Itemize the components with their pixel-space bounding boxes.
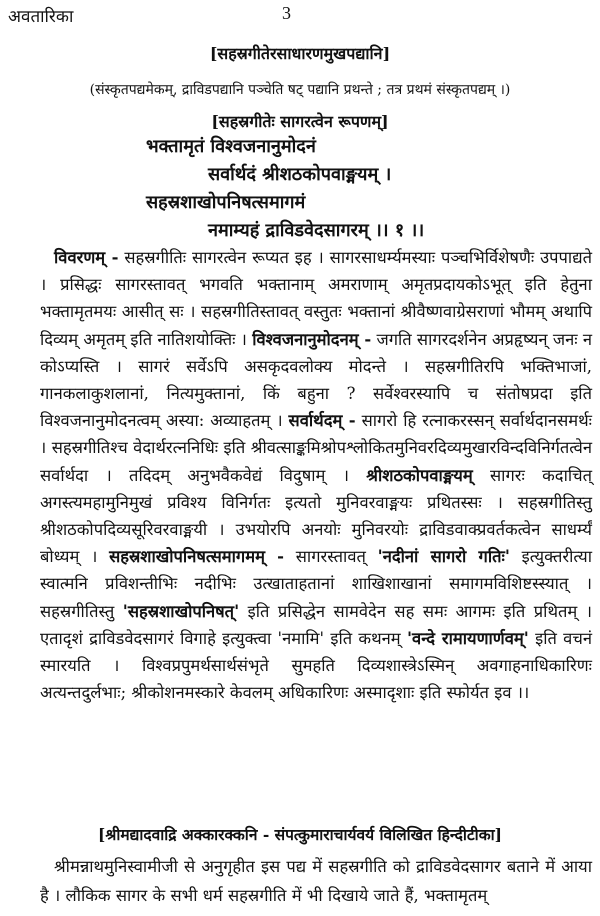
- hindi-paragraph: श्रीमन्नाथमुनिस्वामीजी से अनुगृहीत इस पद्य में सहस्रगीति को द्राविडवेदसागर बताने में आया है । लौकिक सागर के सभी धर्म सहस्रगीति में भी दिखाये जाते हैं, भक्तामृतम्: [40, 857, 592, 905]
- running-header: अवतारिका: [8, 7, 74, 27]
- commentary-text: सहस्रगीतिः सागरत्वेन रूप्यत इह । सागरसाधर्म्यमस्याः पञ्चभिर्विशेषणैः उपपाद्यते । प्रसिद्धः सागरस्तावत् भगवति भक्तानाम् अमराणाम् अमृतप्रदायकोऽभूत् इति हेतुना भक्तामृतमयः आसीत् सः । सहस्रगीतिस्तावत् वस्तुतः भक्तानां श्रीवैष्णवाग्रेसराणां भौमम् अथापि दिव्यम् अमृतम् इति नातिशयोक्तिः ।: [40, 248, 592, 349]
- commentary-text: जगति सागरदर्शनेन अप्रहृष्यन् जनः न कोऽप्यस्ति । सागरं सर्वेऽपि असकृदवलोक्य मोदन्ते । सहस्रगीतिरपि भक्तिभाजां, गानकलाकुशलानां, नित्यमुक्तानां, किं बहुना ? सर्वेश्वरस्यापि च संतोषप्रदा इति विश्वजनानुमोदनत्वम् अस्या: अव्याहतम् ।: [40, 329, 592, 431]
- term-vishvajana: विश्वजनानुमोदनम् -: [252, 329, 372, 349]
- commentary-text: इति वचनं स्मारयति । विश्वप्रपुमर्थसार्थसंभृते सुमहति दिव्यशास्त्रेऽस्मिन् अवगाहनाधिकारिणः अत्यन्तदुर्लभाः; श्रीकोशनमस्कारे केवलम् अधिकारिणः अस्मादृशाः इति स्फोर्यत इव ।।: [40, 628, 592, 703]
- term-vivaranam: विवरणम् -: [54, 248, 119, 267]
- section-heading: [सहस्रगीतेरसाधारणमुखपद्यानि]: [209, 44, 391, 63]
- verse-line-4: नमाम्यहं द्राविडवेदसागरम् ।। १ ।।: [208, 220, 425, 241]
- commentary-text: सागरः कदाचित् अगस्त्यमहामुनिमुखं प्रविश्य विनिर्गतः इत्यतो मुनिवरवाङ्मयः प्रथितस्सः । सहस्रगीतिस्तु श्रीशठकोपदिव्यसूरिवरवाङ्मयी । उभयोरपि अनयोः मुनिवरयोः द्राविडवाक्प्रवर्तकत्वेन साधर्म्यं बोध्यम् ।: [40, 465, 593, 567]
- intro-note: (संस्कृतपद्यमेकम्, द्राविडपद्यानि पञ्चेति षट् पद्यानि प्रथन्ते ; तत्र प्रथमं संस्कृतपद्यम् ।): [89, 82, 511, 98]
- quote-vande: 'वन्दे रामायणार्णवम्': [406, 628, 529, 648]
- term-sarvarthadam: सर्वार्थदम् -: [288, 411, 356, 431]
- verse-line-1: भक्तामृतं विश्वजनानुमोदनं: [146, 136, 316, 157]
- quote-upanishat: 'सहस्रशाखोपनिषत्': [122, 601, 240, 621]
- commentary-text: इति प्रसिद्धेन सामवेदेन सह समः आगमः इति प्रथितम् । एतादृशं द्राविडवेदसागरं विगाहे इत्युक्त्वा 'नमामि' इति कथनम्: [40, 601, 592, 648]
- commentary-text: सागरो हि रत्नाकरस्सन् सर्वार्थदानसमर्थः । सहस्रगीतिश्च वेदार्थरत्ननिधिः इति श्रीवत्साङ्कमिश्रोपश्लोकितमुनिवरदिव्यमुखारविन्दविनिर्गतत्वेन सर्वार्थदा । तदिदम् अनुभवैकवेद्यं विदुषाम् ।: [40, 411, 592, 485]
- hindi-commentary: [40, 852, 592, 910]
- hindi-commentary-heading: [श्रीमद्यादवाद्रि अक्कारक्कनि - संपत्कुमाराचार्यवर्य विलिखित हिन्दीटीका]: [98, 825, 502, 844]
- subsection-heading: [सहस्रगीतेः सागरत्वेन रूपणम्]: [211, 112, 389, 131]
- verse-line-3: सहस्रशाखोपनिषत्समागमं: [146, 192, 306, 213]
- term-shathakopa: श्रीशठकोपवाङ्मयम्: [366, 465, 473, 485]
- page-number: 3: [282, 3, 291, 23]
- term-sahasrashakha: सहस्रशाखोपनिषत्समागमम् -: [109, 547, 285, 567]
- commentary-paragraph: [40, 244, 592, 706]
- commentary-text: सागरस्तावत्: [284, 547, 378, 567]
- quote-nadinam: 'नदीनां सागरो गतिः': [377, 547, 510, 567]
- verse-line-2: सर्वार्थदं श्रीशठकोपवाङ्मयम् ।: [208, 164, 392, 185]
- commentary-text: इत्युक्तरीत्या स्वात्मनि प्रविशन्तीभिः नदीभिः उत्खाताहतानां शाखिशाखानां समागमविशिष्टस्स्यात् । सहस्रगीतिस्तु: [40, 547, 592, 621]
